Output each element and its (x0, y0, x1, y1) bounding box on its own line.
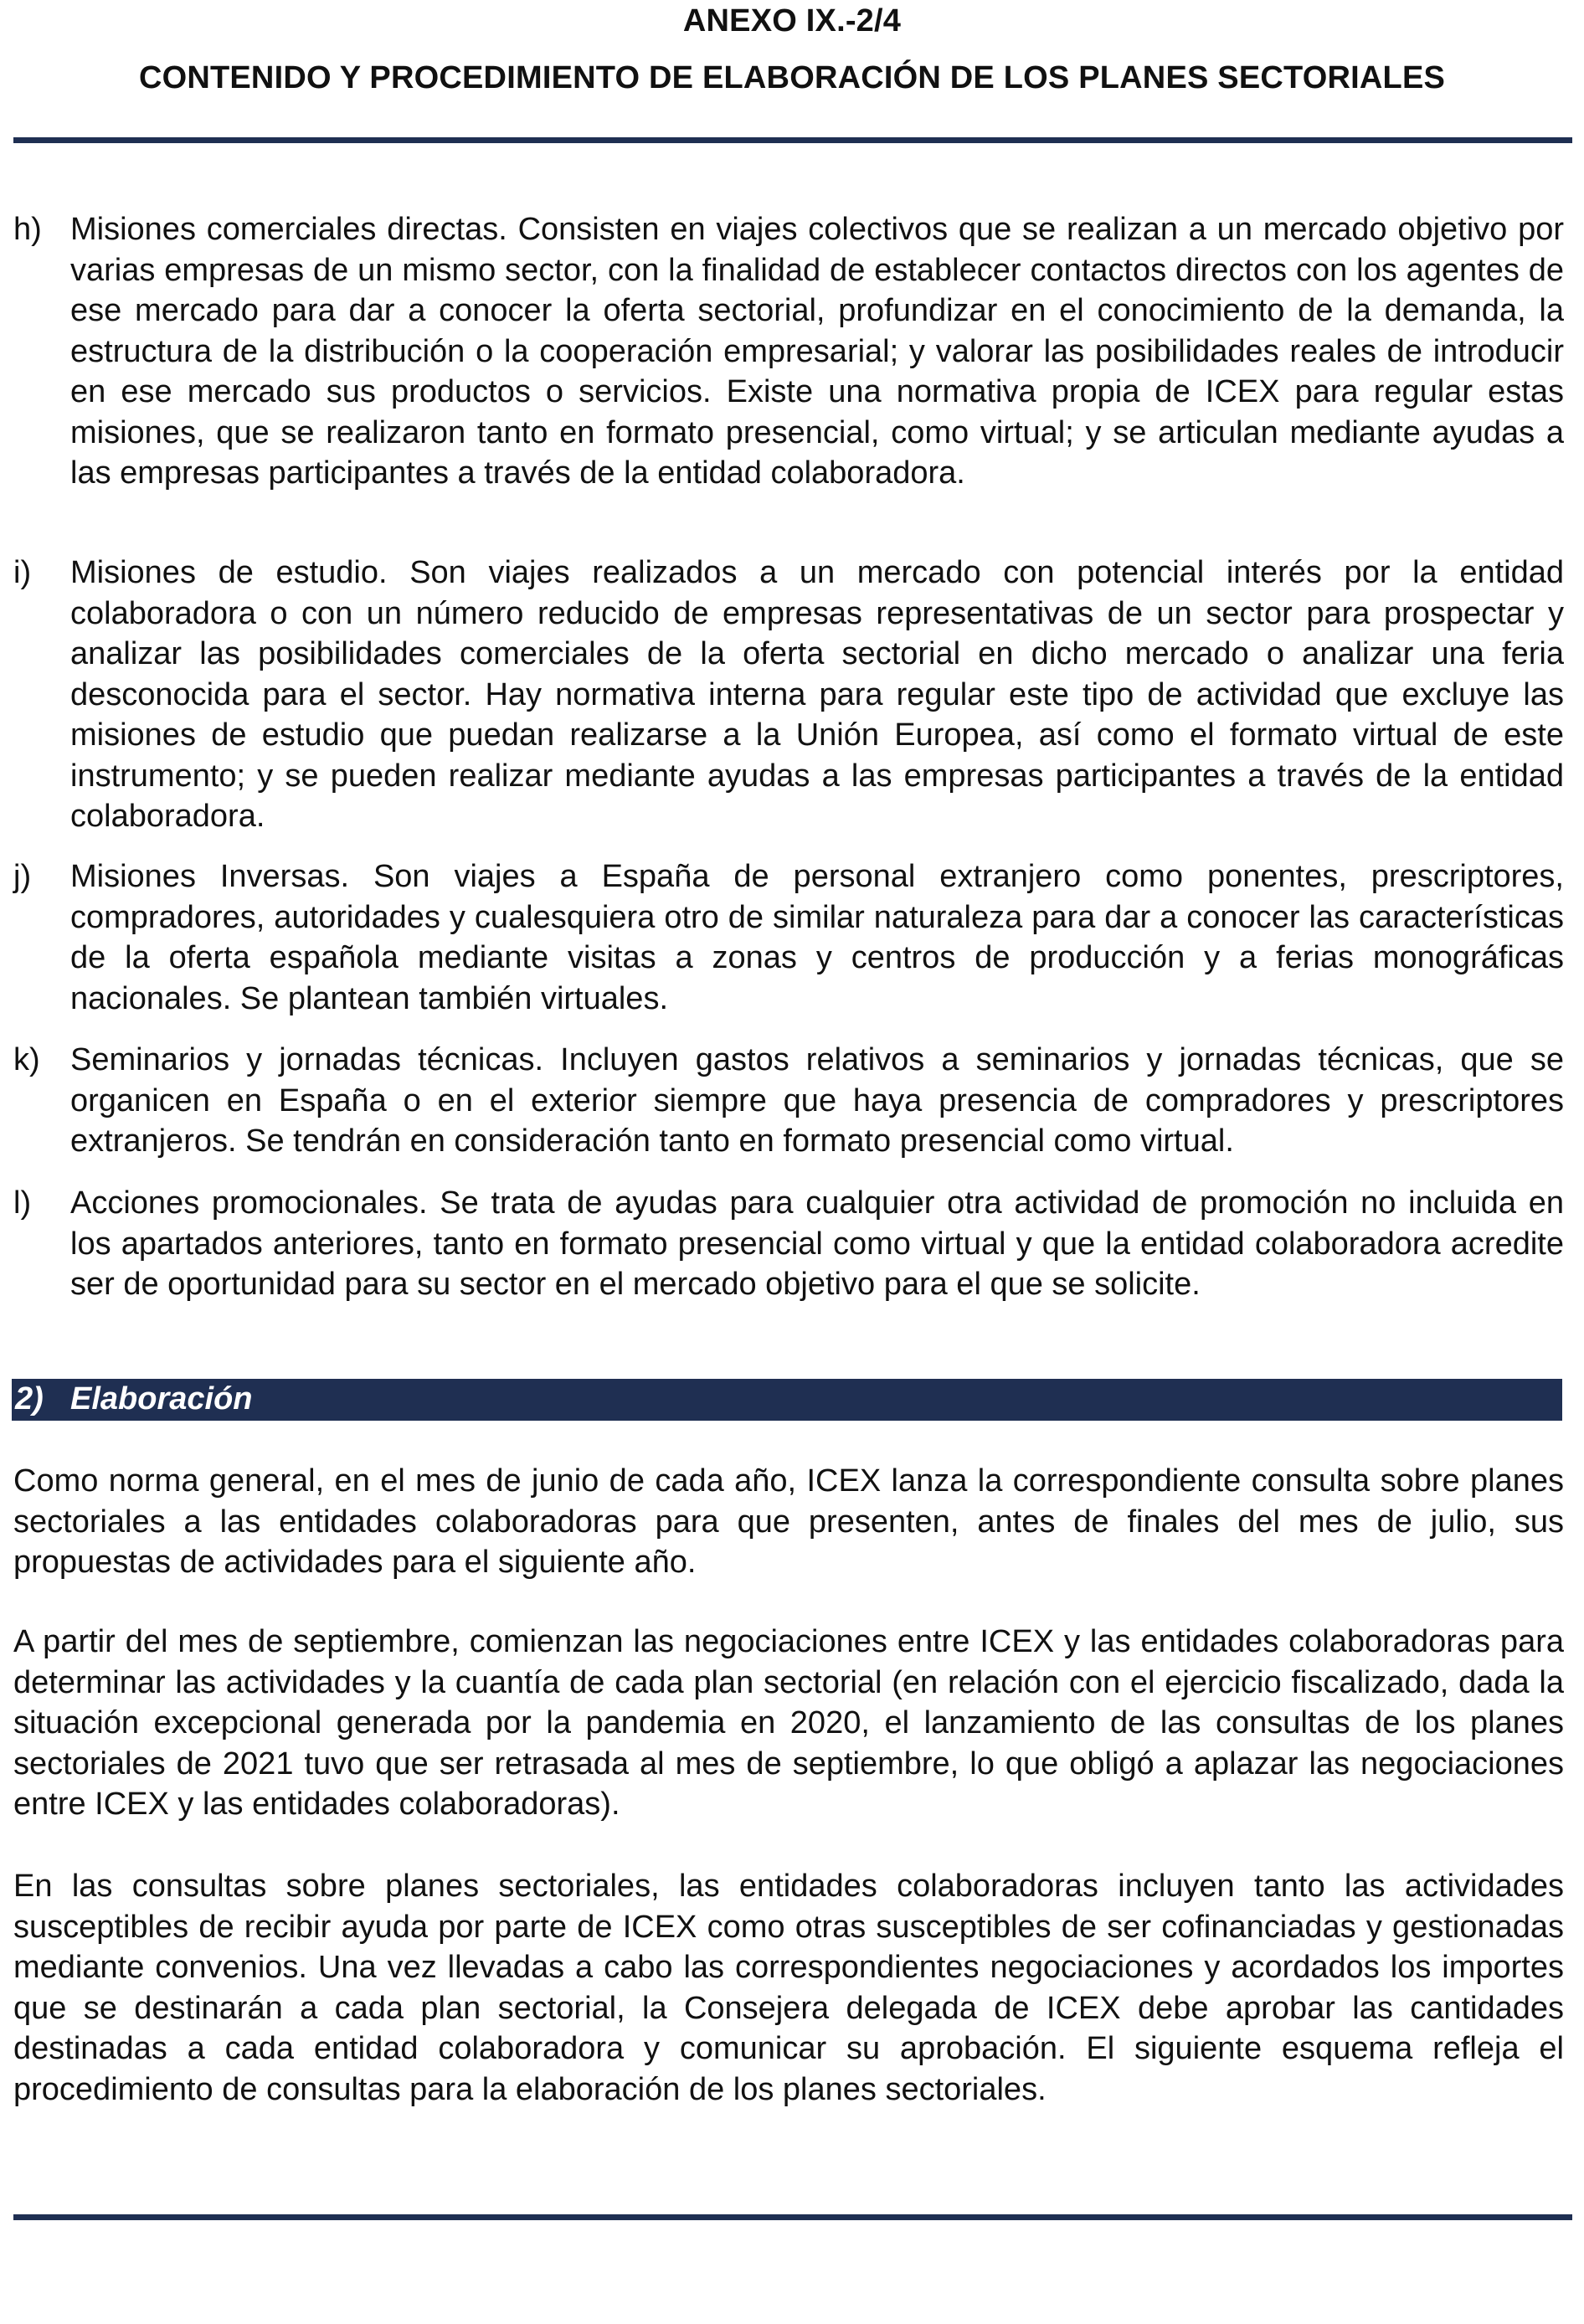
body-paragraph: Como norma general, en el mes de junio de cada año, ICEX lanza la correspondiente consulta sobre planes sectoriales a las entidades colaboradoras para que presenten, antes de finales del mes de julio, sus propuestas de actividades para el siguiente año. (13, 1463, 1564, 1580)
section-number: 2) (15, 1381, 44, 1417)
list-item-text: Misiones comerciales directas. Consisten en viajes colectivos que se realizan a un mercado objetivo por varias empresas de un mismo sector, con la finalidad de establecer contactos directos con los agentes de ese mercado para dar a conocer la oferta sectorial, profundizar en el conocimiento de la demanda, la estructura de la distribución o la cooperación empresarial; y valorar las posibilidades reales de introducir en ese mercado sus productos o servicios. Existe una normativa propia de ICEX para regular estas misiones, que se realizaron tanto en formato presencial, como virtual; y se articulan mediante ayudas a las empresas participantes a través de la entidad colaboradora. (70, 212, 1564, 491)
section-title: Elaboración (70, 1381, 253, 1417)
list-item-text: Seminarios y jornadas técnicas. Incluyen gastos relativos a seminarios y jornadas técnicas, que se organicen en España o en el exterior siempre que haya presencia de compradores y prescriptores extranjeros. Se tendrán en consideración tanto en formato presencial como virtual. (70, 1042, 1564, 1159)
bottom-divider (13, 2214, 1572, 2220)
list-item-text: Misiones Inversas. Son viajes a España de personal extranjero como ponentes, prescriptores, compradores, autoridades y cualesquiera otro de similar naturaleza para dar a conocer las características de la oferta española mediante visitas a zonas y centros de producción y a ferias monográficas nacionales. Se plantean también virtuales. (70, 859, 1564, 1016)
annex-title: ANEXO IX.-2/4 (682, 3, 902, 39)
body-paragraph: A partir del mes de septiembre, comienzan las negociaciones entre ICEX y las entidades colaboradoras para determinar las actividades y la cuantía de cada plan sectorial (en relación con el ejercicio fiscalizado, dada la situación excepcional generada por la pandemia en 2020, el lanzamiento de las consultas de los planes sectoriales de 2021 tuvo que ser retrasada al mes de septiembre, lo que obligó a aplazar las negociaciones entre ICEX y las entidades colaboradoras). (13, 1624, 1564, 1822)
list-item-letter: j) (13, 859, 32, 894)
list-item-letter: l) (13, 1185, 32, 1221)
list-item-letter: i) (13, 555, 32, 590)
list-item-text: Misiones de estudio. Son viajes realizados a un mercado con potencial interés por la entidad colaboradora o con un número reducido de empresas representativas de un sector para prospectar y analizar las posibilidades comerciales de la oferta sectorial en dicho mercado o analizar una feria desconocida para el sector. Hay normativa interna para regular este tipo de actividad que excluye las misiones de estudio que puedan realizarse a la Unión Europea, así como el formato virtual de este instrumento; y se pueden realizar mediante ayudas a las empresas participantes a través de la entidad colaboradora. (70, 555, 1564, 834)
top-divider (13, 137, 1572, 143)
list-item-letter: h) (13, 212, 42, 247)
list-item-text: Acciones promocionales. Se trata de ayudas para cualquier otra actividad de promoción no incluida en los apartados anteriores, tanto en formato presencial como virtual y que la entidad colaboradora acredite ser de oportunidad para su sector en el mercado objetivo para el que se solicite. (70, 1185, 1564, 1302)
body-paragraph: En las consultas sobre planes sectoriales, las entidades colaboradoras incluyen tanto las actividades susceptibles de recibir ayuda por parte de ICEX como otras susceptibles de ser cofinanciadas y gestionadas mediante convenios. Una vez llevadas a cabo las correspondientes negociaciones y acordados los importes que se destinarán a cada plan sectorial, la Consejera delegada de ICEX debe aprobar las cantidades destinadas a cada entidad colaboradora y comunicar su aprobación. El siguiente esquema refleja el procedimiento de consultas para la elaboración de los planes sectoriales. (13, 1869, 1564, 2107)
list-item-letter: k) (13, 1042, 40, 1077)
section-heading-bar (12, 1379, 1562, 1421)
document-title: CONTENIDO Y PROCEDIMIENTO DE ELABORACIÓN DE LOS PLANES SECTORIALES (138, 60, 1446, 95)
